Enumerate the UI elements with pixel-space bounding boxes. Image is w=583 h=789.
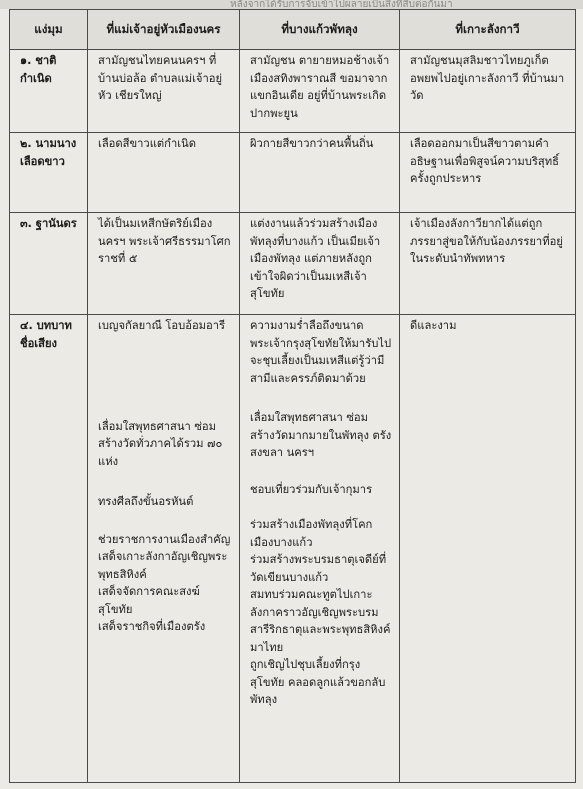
row-label: ๓. ฐานันดร [20,217,77,230]
table-row-rank [10,213,576,315]
cell-text: สามัญชนมุสลิมชาวไทยภูเก็ต อพยพไปอยู่เกาะลังกาวี ที่บ้านมาวัด [410,54,565,102]
header-aspect: แง่มุม [10,10,88,50]
previous-page-strip [0,0,583,9]
cell-text: ดีและงาม [410,319,457,332]
header-nakhon: ที่แม่เจ้าอยู่หัวเมืองนคร [88,10,240,50]
role-item: เสด็จจัดการคณะสงฆ์สุโขทัย [98,585,200,616]
role-item: ช่วยราชการงานเมืองสำคัญเสด็จเกาะลังกาอัญเชิญพระพุทธสิหิงค์ [98,532,231,581]
role-item: ชอบเที่ยวร่วมกับเจ้ากุมาร [250,482,373,496]
cell-text: เลือดออกมาเป็นสีขาวตามคำอธิษฐานเพื่อพิสูจน์ความบริสุทธิ์ครั้งถูกประหาร [410,137,559,185]
row-label-cell [10,133,88,213]
role-item: เสด็จราชกิจที่เมืองตรัง [98,620,206,633]
row-label-cell [10,213,88,315]
table-row-role [10,315,576,783]
cell-text: สามัญชน ตายายหมอช้างเจ้าเมืองสทิงพาราณสี ขอมาจากแขกอินเดีย อยู่ที่บ้านพระเกิด ปากพะยูน [250,54,390,120]
table-header-row [10,10,576,50]
row-label-cell [10,50,88,133]
role-item: ทรงศีลถึงขั้นอรหันต์ [98,495,194,508]
cell-text: เจ้าเมืองลังกาวียากได้แต่ถูกภรรยาสู่ขอให้กับน้องภรรยาที่อยู่ในระดับนำทัพทหาร [410,217,563,265]
role-item: ถูกเชิญไปชุบเลี้ยงที่กรุงสุโขทัย คลอดลูกแล้วขอกลับพัทลุง [250,658,386,706]
bleed-text: หลังจากได้รับการจับเข้าไปผลายเป็นสิ่งที่สืบต่อกันมา [230,0,453,10]
table-cell [400,315,576,783]
role-item: เลื่อมใสพุทธศาสนา ซ่อมสร้างวัดมากมายในพัทลุง ตรัง สงขลา นครฯ [250,411,392,459]
table-cell [400,50,576,133]
table-row-origin [10,50,576,133]
role-item: เบญจกัลยาณี โอบอ้อมอารี [98,319,226,332]
header-langkawi: ที่เกาะลังกาวี [400,10,576,50]
table-cell [88,50,240,133]
cell-text: เลือดสีขาวแต่กำเนิด [98,137,196,150]
row-label: ๔. บทบาทชื่อเสียง [20,319,72,350]
role-item: เลื่อมใสพุทธศาสนา ซ่อมสร้างวัดทั่วภาคได้รวม ๗๐ แห่ง [98,419,223,468]
table-cell [400,213,576,315]
cell-text: ได้เป็นมเหสีกษัตริย์เมืองนครฯ พระเจ้าศรีธรรมาโศกราชที่ ๕ [98,217,231,265]
table-cell [400,133,576,213]
table-cell [240,315,400,783]
table-cell [88,213,240,315]
role-item: ร่วมสร้างพระบรมธาตุเจดีย์ที่วัดเขียนบางแก้ว [250,553,387,584]
cell-text: ผิวกายสีขาวกว่าคนพื้นถิ่น [250,137,374,150]
row-label: ๑. ชาติกำเนิด [20,54,57,85]
role-item: สมทบร่วมคณะทูตไปเกาะลังกาคราวอัญเชิญพระบรมสารีริกธาตุและพระพุทธสิหิงค์มาไทย [250,588,391,654]
cell-text: สามัญชนไทยคนนครฯ ที่บ้านบ่อล้อ ตำบลแม่เจ้าอยู่หัว เชียรใหญ่ [98,54,223,102]
header-phatthalung: ที่บางแก้วพัทลุง [240,10,400,50]
role-item: ความงามร่ำลือถึงขนาดพระเจ้ากรุงสุโขทัยให้มารับไปจะชุบเลี้ยงเป็นมเหสีแต่รู้ว่ามีสามีและครรภ์ติดมาด้วย [250,319,392,385]
table-cell [240,133,400,213]
row-label-cell [10,315,88,783]
role-item: ร่วมสร้างเมืองพัทลุงที่โคกเมืองบางแก้ว [250,518,373,549]
table-cell [240,50,400,133]
row-label: ๒. นามนางเลือดขาว [20,137,77,168]
table-row-name [10,133,576,213]
cell-text: แต่งงานแล้วร่วมสร้างเมืองพัทลุงที่บางแก้ว เป็นเมียเจ้าเมืองพัทลุง แต่ภายหลังถูกเข้าใจผิดว่าเป็นมเหสีเจ้าสุโขทัย [250,217,381,300]
table-cell [88,133,240,213]
comparison-table [9,9,576,783]
table-cell [88,315,240,783]
table-cell [240,213,400,315]
